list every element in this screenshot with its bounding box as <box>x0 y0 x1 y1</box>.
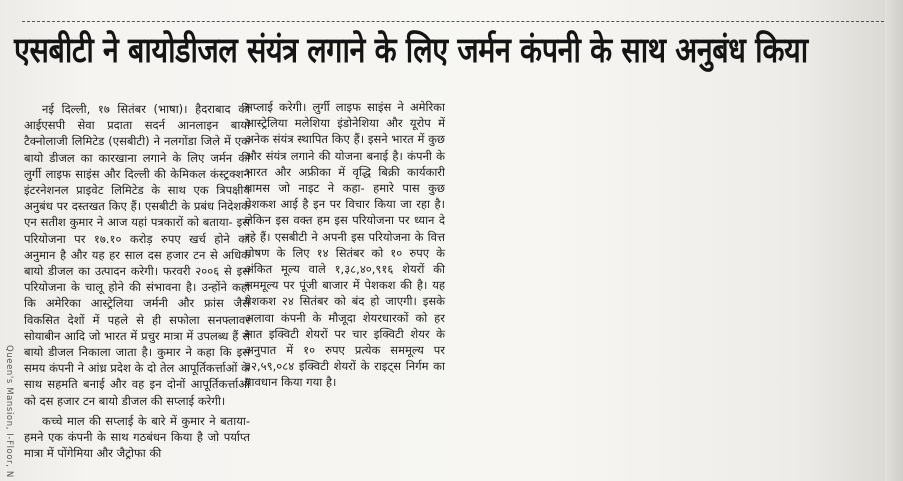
article-column-2 <box>245 99 445 391</box>
article-paragraph: नई दिल्ली, १७ सितंबर (भाषा)। हैदराबाद की आईएसपी सेवा प्रदाता सदर्न आनलाइन बायो टैक्नोलाजी लिमिटेड (एसबीटी) ने नलगोंडा जिले में एक बायो डीजल का कारखाना लगाने के लिए जर्मन की लुर्गी लाइफ साइंस और दिल्ली की केमिकल कंस्ट्रक्शन इंटरनेशनल प्राइवेट लिमिटेड के साथ एक त्रिपक्षीय अनुबंध पर दस्तखत किए हैं। एसबीटी के प्रबंध निदेशक एन सतीश कुमार ने आज यहां पत्रकारों को बताया- इस परियोजना पर १७.१० करोड़ रुपए खर्च होने का अनुमान है और यह हर साल दस हजार टन से अधिक बायो डीजल का उत्पादन करेगी। फरवरी २००६ से इस परियोजना के चालू होने की संभावना है। उन्होंने कहा कि अमेरिका आस्ट्रेलिया जर्मनी और फ्रांस जैसे विकसित देशों में पहले से ही सफोला सनफ्लावर सोयाबीन आदि जो भारत में प्रचुर मात्रा में उपलब्ध हैं से बायो डीजल निकाला जाता है। कुमार ने कहा कि इस समय कंपनी ने आंध्र प्रदेश के दो तेल आपूर्तिकर्त्ताओं के साथ सहमति बनाई और वह इन दोनों आपूर्तिकर्त्ताओं को दस हजार टन बायो डीजल की सप्लाई करेगी। <box>24 102 250 408</box>
top-rule-divider <box>22 21 884 22</box>
article-paragraph: सप्लाई करेगी। लुर्गी लाइफ साइंस ने अमेरिका आस्ट्रेलिया मलेशिया इंडोनेशिया और यूरोप में अनेक संयंत्र स्थापित किए हैं। इसने भारत में कुछ और संयंत्र लगाने की योजना बनाई है। कंपनी के भारत और अफ्रीका में वृद्धि बिक्री कार्यकारी थामस जो नाइट ने कहा- हमारे पास कुछ पेशकश आई है इन पर विचार किया जा रहा है। लेकिन इस वक्त हम इस परियोजना पर ध्यान दे रहे हैं। एसबीटी ने अपनी इस परियोजना के वित्त पोषण के लिए १४ सितंबर को १० रुपए के अंकित मूल्य वाले १,३८,४०,९१६ शेयरों की सममूल्य पर पूंजी बाजार में पेशकश की है। यह पेशकश २४ सितंबर को बंद हो जाएगी। इसके अलावा कंपनी के मौजूदा शेयरधारकों को हर सात इक्विटी शेयरों पर चार इक्विटी शेयर के अनुपात में १० रुपए प्रत्येक सममूल्य पर ३२,५९,०८४ इक्विटी शेयरों के राइट्स निर्गम का प्रावधान किया गया है। <box>245 100 445 390</box>
margin-imprint-text: Queen's Mansion, I-Floor, N <box>4 345 14 478</box>
article-column-1 <box>24 101 250 461</box>
article-paragraph: कच्चे माल की सप्लाई के बारे में कुमार ने बताया- हमने एक कंपनी के साथ गठबंधन किया है जो पर्याप्त मात्रा में पोंगेमिया और जैट्रोफा की <box>24 413 250 461</box>
adjacent-page-edge <box>885 0 903 481</box>
article-headline: एसबीटी ने बायोडीजल संयंत्र लगाने के लिए जर्मन कंपनी के साथ अनुबंध किया <box>14 31 808 71</box>
margin-address-imprint <box>0 345 14 481</box>
